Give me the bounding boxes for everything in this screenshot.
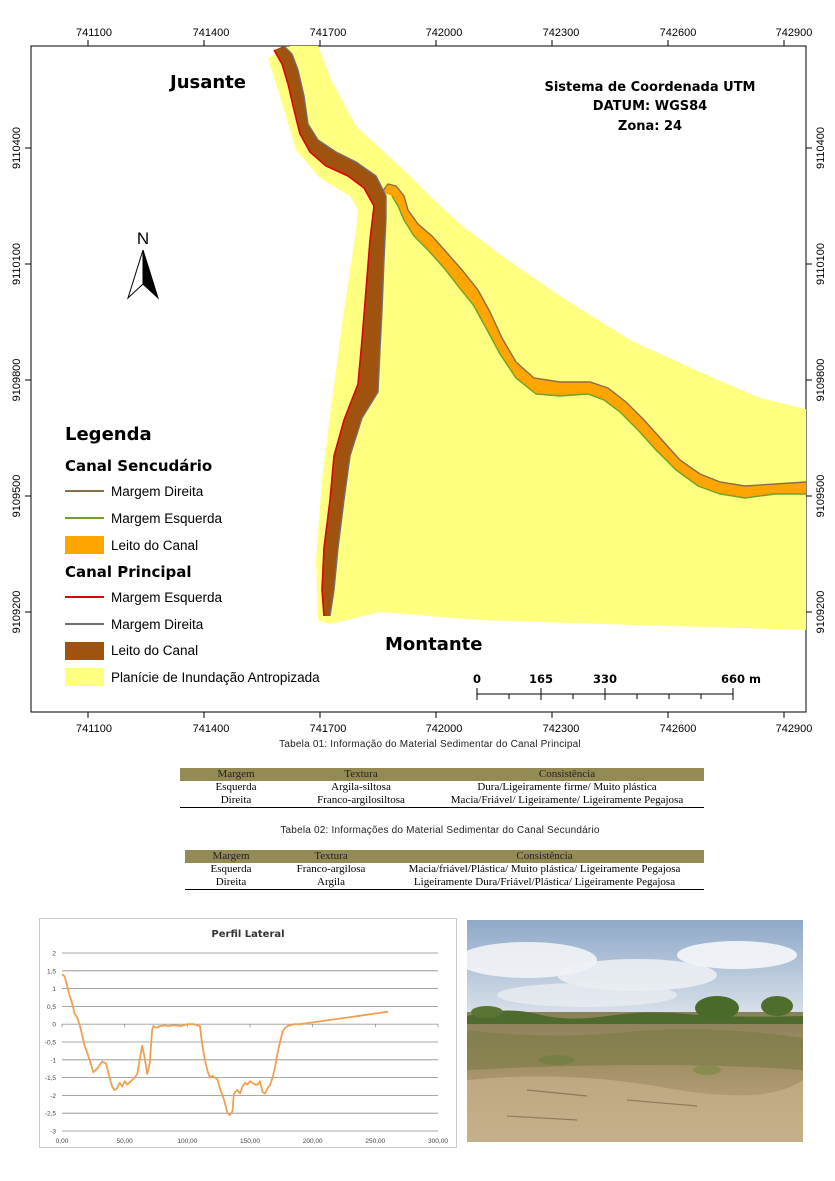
field-photo-image: [467, 920, 803, 1142]
chart-y-tick-label: -1,5: [44, 1075, 56, 1083]
table1-cell: Argila-siltosa: [331, 781, 391, 793]
x-tick-top: 741700: [309, 27, 347, 39]
chart-y-tick-label: 1: [52, 986, 56, 994]
legend-symbol-main-bed: [65, 642, 104, 660]
table1: [180, 768, 704, 808]
svg-text:N: N: [136, 229, 150, 248]
chart-y-tick-label: 2: [52, 950, 56, 958]
legend-item: Margem Esquerda: [111, 511, 223, 526]
chart-x-tick-label: 250,00: [365, 1138, 386, 1145]
x-tick-bottom: 742600: [659, 723, 697, 735]
y-tick-right: 9109200: [815, 590, 827, 634]
table1-header: Consistência: [430, 768, 704, 781]
downstream-label: Jusante: [170, 72, 246, 93]
x-tick-top: 742000: [425, 27, 463, 39]
table2: [185, 850, 704, 890]
legend-main-heading: Canal Principal: [65, 563, 192, 581]
chart-y-tick-label: -0,5: [44, 1039, 56, 1047]
chart-x-tick-label: 150,00: [240, 1138, 260, 1145]
chart-y-tick-label: 0: [52, 1021, 56, 1029]
legend-item: Margem Direita: [111, 484, 204, 499]
table1-cell: Franco-argilosiltosa: [292, 794, 430, 808]
y-tick-right: 9110100: [815, 242, 827, 286]
chart-x-tick-label: 200,00: [302, 1138, 323, 1145]
chart-x-tick-label: 50,00: [116, 1138, 133, 1145]
y-tick-right: 9110400: [815, 126, 827, 170]
legend-item: Margem Direita: [111, 617, 204, 632]
x-tick-bottom: 742300: [542, 723, 580, 735]
table2-header: Textura: [277, 850, 385, 863]
x-tick-bottom: 742000: [425, 723, 463, 735]
chart-y-tick-label: -2,5: [44, 1110, 56, 1118]
table-row: [185, 876, 704, 890]
coordinate-system-line2: DATUM: WGS84: [592, 99, 708, 114]
scale-label: 660 m: [721, 672, 761, 686]
chart-y-tick-label: 0,5: [46, 1003, 56, 1011]
coordinate-system-line3: Zona: 24: [617, 119, 683, 134]
x-tick-top: 742900: [775, 27, 813, 39]
chart-y-tick-label: -3: [50, 1128, 56, 1136]
table2-header: Margem: [185, 850, 277, 863]
y-tick-right: 9109500: [815, 474, 827, 518]
table1-caption: Tabela 01: Informação do Material Sedimentar do Canal Principal: [279, 739, 581, 750]
x-tick-bottom: 742900: [775, 723, 813, 735]
legend-item: Margem Esquerda: [111, 590, 223, 605]
legend-title: Legenda: [65, 424, 152, 445]
table-row: [180, 781, 704, 794]
chart-y-tick-label: -1: [50, 1057, 56, 1065]
legend-symbol-secondary-bed: [65, 536, 104, 554]
table2-cell: Direita: [185, 876, 277, 890]
y-tick-left: 9110100: [11, 242, 23, 286]
table2-cell: Argila: [277, 876, 385, 890]
chart-title: Perfil Lateral: [211, 929, 285, 940]
table-row: [180, 794, 704, 808]
legend-item: Planície de Inundação Antropizada: [111, 670, 320, 685]
legend-secondary-heading: Canal Sencudário: [65, 457, 213, 475]
table1-cell: Esquerda: [215, 781, 257, 793]
chart-x-tick-label: 0,00: [55, 1138, 69, 1145]
table1-header: Margem: [180, 768, 292, 781]
table2-cell: Franco-argilosa: [296, 863, 366, 875]
x-tick-top: 742600: [659, 27, 697, 39]
lateral-profile-chart: [39, 918, 457, 1148]
table1-cell: Macia/Friável/ Ligeiramente/ Ligeiramente Pegajosa: [430, 794, 704, 808]
table2-cell: Esquerda: [210, 863, 252, 875]
chart-y-tick-label: 1,5: [46, 968, 56, 976]
field-photo: [467, 920, 803, 1142]
legend-item: Leito do Canal: [111, 538, 199, 553]
table1-cell: Dura/Ligeiramente firme/ Muito plástica: [477, 781, 657, 793]
chart-y-tick-label: -2: [50, 1092, 56, 1100]
x-tick-top: 742300: [542, 27, 580, 39]
y-tick-left: 9109500: [11, 474, 23, 518]
x-tick-top: 741100: [76, 27, 112, 39]
y-tick-left: 9109200: [11, 590, 23, 634]
scale-label: 330: [592, 672, 618, 686]
y-tick-right: 9109800: [815, 358, 827, 402]
table1-header: Textura: [292, 768, 430, 781]
table2-cell: Macia/friável/Plástica/ Muito plástica/ Ligeiramente Pegajosa: [408, 863, 681, 875]
x-tick-bottom: 741100: [76, 723, 112, 735]
y-tick-left: 9109800: [11, 358, 23, 402]
table2-caption: Tabela 02: Informações do Material Sedimentar do Canal Secundário: [280, 825, 600, 836]
table2-header: Consistência: [385, 850, 704, 863]
coordinate-system-line1: Sistema de Coordenada UTM: [544, 80, 756, 95]
legend-item: Leito do Canal: [111, 643, 199, 658]
scale-label: 0: [472, 672, 482, 686]
chart-x-tick-label: 100,00: [177, 1138, 198, 1145]
table1-cell: Direita: [180, 794, 292, 808]
x-tick-top: 741400: [192, 27, 230, 39]
y-tick-left: 9110400: [11, 126, 23, 170]
table2-cell: Ligeiramente Dura/Friável/Plástica/ Ligeiramente Pegajosa: [385, 876, 704, 890]
scale-label: 165: [528, 672, 554, 686]
x-tick-bottom: 741400: [192, 723, 230, 735]
table-row: [185, 863, 704, 876]
chart-x-tick-label: 300,00: [428, 1138, 448, 1145]
x-tick-bottom: 741700: [309, 723, 347, 735]
chart-series-line: [62, 974, 388, 1115]
lateral-profile-svg: [40, 919, 456, 1147]
legend-symbol-floodplain: [65, 668, 104, 686]
upstream-label: Montante: [385, 634, 483, 655]
